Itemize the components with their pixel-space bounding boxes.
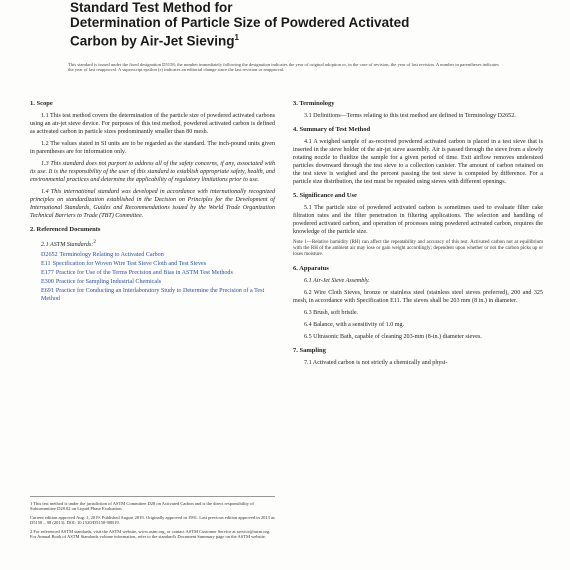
title-footnote-ref: 1 <box>234 33 239 42</box>
section-heading-terminology: 3. Terminology <box>293 100 335 107</box>
reference-item[interactable]: D2652 Terminology Relating to Activated Carbon <box>41 252 164 259</box>
section-heading-significance: 5. Significance and Use <box>293 192 357 199</box>
reference-list <box>30 251 275 303</box>
paragraph-6-5: 6.5 Ultrasonic Bath, capable of cleaning 203-mm (8-in.) diameter sieves. <box>304 333 482 340</box>
footnote-2: 2 For referenced ASTM standards, visit the ASTM website, www.astm.org, or contact ASTM Customer Service at service@astm.org. For Annual Book of ASTM Standards volume information, refer to the standard's Document Summary page on the ASTM website. <box>30 528 271 540</box>
designation-notice: This standard is issued under the fixed designation D5158; the number immediately following the designation indicates the year of original adoption or, in the case of revision, the year of last revision. A number in parentheses indicates the year of last reapproval. A superscript epsilon (ε) indicates an editorial change since the last revision or reapproval. <box>68 62 499 73</box>
paragraph-6-1: 6.1 Air-Jet Sieve Assembly. <box>304 277 370 284</box>
section-heading-scope: 1. Scope <box>30 100 53 107</box>
reference-item[interactable]: E691 Practice for Conducting an Interlaboratory Study to Determine the Precision of a Test Method <box>41 288 265 303</box>
reference-item[interactable]: E300 Practice for Sampling Industrial Chemicals <box>41 279 162 286</box>
astm-standards-label: 2.1 ASTM Standards:$^2$ <box>41 239 96 249</box>
paragraph-6-4: 6.4 Balance, with a sensitivity of 1.0 mg. <box>304 321 405 328</box>
right-column <box>293 100 543 371</box>
section-heading-sampling: 7. Sampling <box>293 346 326 354</box>
paragraph-1-3: 1.3 This standard does not purport to address all of the safety concerns, if any, associated with its use. It is the responsibility of the user of this standard to establish appropriate safety, health, and environmental practices and determine the applicability of regulatory limitations prior to use. <box>30 161 275 183</box>
paragraph-5-1: 5.1 The particle size of powdered activated carbon is sometimes used to evaluate filter cake filtration rates and the filter penetration in filtering applications. The selection and handling of powdered activated carbon, and operation of processes using powdered activated carbon, requires the knowledge of the particle size. <box>293 205 543 235</box>
note-1: Note 1—Relative humidity (RH) can affect the repeatability and accuracy of this test. Activated carbon not at equilibrium with the RH of the ambient air may lose or gain weight accordingly; dependent upon whether or not the carbon picks up or loses moisture. <box>293 240 543 258</box>
section-heading-referenced-documents: 2. Referenced Documents <box>30 226 101 233</box>
reference-item[interactable]: E11 Specification for Woven Wire Test Sieve Cloth and Test Sieves <box>41 261 207 268</box>
footnote-1-edition: Current edition approved Aug. 1, 2019. Published August 2019. Originally approved in 1991. Last previous edition approved in 2013 as D5158 – 98 (2013). DOI: 10.1520/D5158-98R19. <box>30 514 275 526</box>
paragraph-7-1: 7.1 Activated carbon is not strictly a chemically and physi- <box>304 359 448 366</box>
paragraph-6-3: 6.3 Brush, soft bristle. <box>304 309 359 316</box>
paragraph-6-2: 6.2 Wire Cloth Sieves, bronze or stainless steel (stainless steel sieves preferred), 200 and 325 mesh, in accordance with Specification E11. The sieves shall be 203 mm (8 in.) in diameter. <box>293 289 543 304</box>
left-column <box>30 100 275 304</box>
paragraph-4-1: 4.1 A weighed sample of as-received powdered activated carbon is placed in a test sieve that is inserted in the sieve holder of the air-jet sieve assembly. Air is passed through the sieve from a slowly rotating nozzle to fluidize the sample for a given period of time. Exit airflow removes undersized particles downward through the test sieve to a collection canister. The amount of carbon retained on the test sieve is weighed and the percent passing the test sieve is computed by difference. For a particle size distribution, the test must be repeated using sieves with different openings. <box>293 139 543 185</box>
section-heading-summary: 4. Summary of Test Method <box>293 126 371 133</box>
title-line-2: Determination of Particle Size of Powdered Activated <box>70 15 410 30</box>
footnotes <box>30 496 275 542</box>
section-heading-apparatus: 6. Apparatus <box>293 264 329 272</box>
paragraph-3-1: 3.1 Definitions—Terms relating to this test method are defined in Terminology D2652. <box>304 113 516 119</box>
paragraph-1-4: 1.4 This international standard was developed in accordance with internationally recognized principles on standardization established in the Decision on Principles for the Development of International Standards, Guides and Recommendations issued by the World Trade Organization Technical Barriers to Trade (TBT) Committee. <box>30 189 275 219</box>
title-line-3: Carbon by Air-Jet Sieving$^1$ <box>70 33 239 49</box>
footnote-1: 1 This test method is under the jurisdiction of ASTM Committee D28 on Activated Carbon and is the direct responsibility of Subcommittee D28.02 on Liquid Phase Evaluation. <box>30 501 254 512</box>
reference-item[interactable]: E177 Practice for Use of the Terms Precision and Bias in ASTM Test Methods <box>41 270 233 277</box>
document-title <box>70 0 500 49</box>
paragraph-1-2: 1.2 The values stated in SI units are to be regarded as the standard. The inch-pound units given in parentheses are for information only. <box>30 141 275 155</box>
paragraph-1-1: 1.1 This test method covers the determination of the particle size of powdered activated carbons using an air-jet sieve device. For purposes of this test method, powdered activated carbon is defined as activated carbon in particle sizes predominantly smaller than 80 mesh. <box>30 113 275 135</box>
title-line-1: Standard Test Method for <box>70 0 233 15</box>
